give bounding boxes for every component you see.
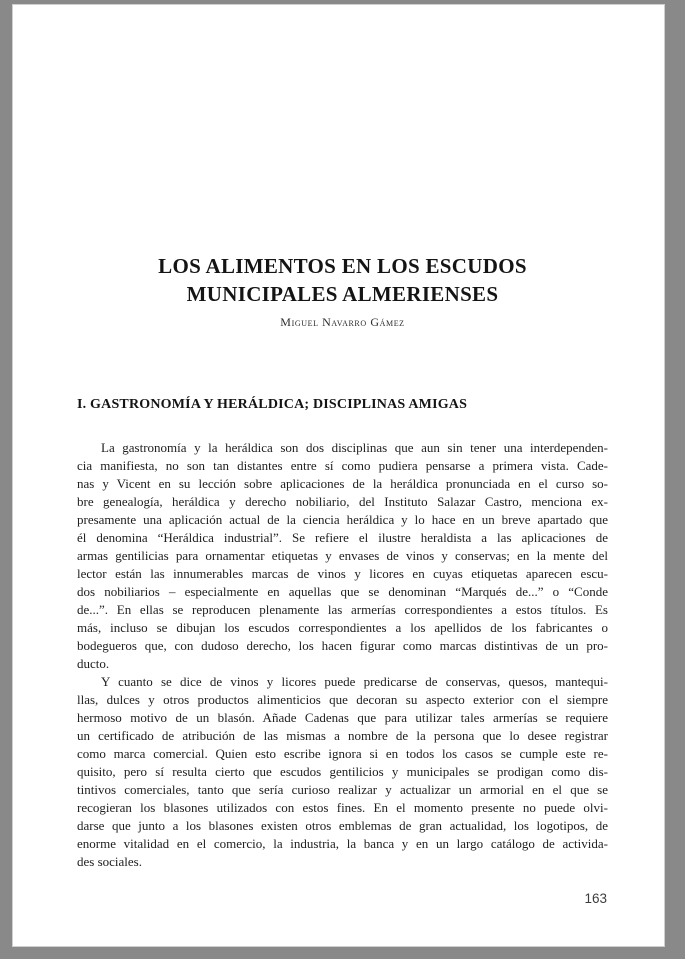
text-line: hermoso motivo de un blasón. Añade Cadenas que para utilizar tales armerías se requiere bbox=[77, 710, 608, 725]
text-line: bre genealogía, heráldica y derecho nobiliario, del Instituto Salazar Castro, menciona ex- bbox=[77, 494, 608, 509]
page-content bbox=[13, 252, 664, 871]
text-line: llas, dulces y otros productos alimenticios que decoran su aspecto exterior con el siempre bbox=[77, 692, 608, 707]
text-line: más, incluso se dibujan los escudos correspondientes a los apellidos de los fabricantes o bbox=[77, 620, 608, 635]
text-line: presamente una aplicación actual de la ciencia heráldica y lo hace en un breve apartado que bbox=[77, 512, 608, 527]
article-title bbox=[77, 252, 608, 330]
title-line-2: MUNICIPALES ALMERIENSES bbox=[186, 282, 499, 306]
text-line: dos nobiliarios – especialmente en aquellas que se denominan “Marqués de...” o “Conde bbox=[77, 584, 608, 599]
text-line: lector están las innumerables marcas de vinos y licores en cuyas etiquetas aparecen escu- bbox=[77, 566, 608, 581]
text-line: él denomina “Heráldica industrial”. Se refiere el ilustre heraldista a las aplicaciones de bbox=[77, 530, 608, 545]
article-body bbox=[77, 439, 608, 871]
text-line: cia manifiesta, no son tan distantes entre sí como pudiera pensarse a primera vista. Cade- bbox=[77, 458, 608, 473]
text-line: tintivos comerciales, tanto que sería curioso realizar y actualizar un armorial en el que se bbox=[77, 782, 608, 797]
text-line: armas gentilicias para ornamentar etiquetas y envases de vinos y conservas; en la mente del bbox=[77, 548, 608, 563]
text-line: recogieran los blasones utilizados con estos fines. En el momento presente no puede olvi- bbox=[77, 800, 608, 815]
text-line: La gastronomía y la heráldica son dos disciplinas que aun sin tener una interdependen- bbox=[101, 440, 608, 455]
title-line-1: LOS ALIMENTOS EN LOS ESCUDOS bbox=[158, 254, 527, 278]
text-line: de...”. En ellas se reproducen plenamente las armerías correspondientes a estos títulos. Es bbox=[77, 602, 608, 617]
text-line: Y cuanto se dice de vinos y licores puede predicarse de conservas, quesos, mantequi- bbox=[101, 674, 608, 689]
paragraph bbox=[77, 673, 608, 871]
text-line: des sociales. bbox=[77, 854, 142, 869]
text-line: enorme vitalidad en el comercio, la industria, la banca y en un largo catálogo de activida- bbox=[77, 836, 608, 851]
text-line: bodegueros que, con dudoso derecho, los hacen figurar como marcas distintivas de un pro- bbox=[77, 638, 608, 653]
section-heading: I. GASTRONOMÍA Y HERÁLDICA; DISCIPLINAS AMIGAS bbox=[77, 397, 468, 412]
paragraph bbox=[77, 439, 608, 673]
text-line: quisito, pero sí resulta cierto que escudos gentilicios y municipales se prodigan como dis- bbox=[77, 764, 608, 779]
page-number: 163 bbox=[584, 891, 607, 906]
text-line: un certificado de atribución de las mismas a nombre de la persona que lo desee registrar bbox=[77, 728, 608, 743]
text-line: nas y Vicent en su lección sobre aplicaciones de la heráldica pronunciada en el curso so- bbox=[77, 476, 608, 491]
text-line: darse que junto a los blasones existen otros emblemas de gran actualidad, los logotipos, de bbox=[77, 818, 608, 833]
author-name: Miguel Navarro Gámez bbox=[280, 315, 405, 329]
document-page bbox=[13, 5, 664, 946]
text-line: ducto. bbox=[77, 656, 110, 671]
text-line: como marca comercial. Quien esto escribe ignora si en todos los casos se cumple este re- bbox=[77, 746, 608, 761]
